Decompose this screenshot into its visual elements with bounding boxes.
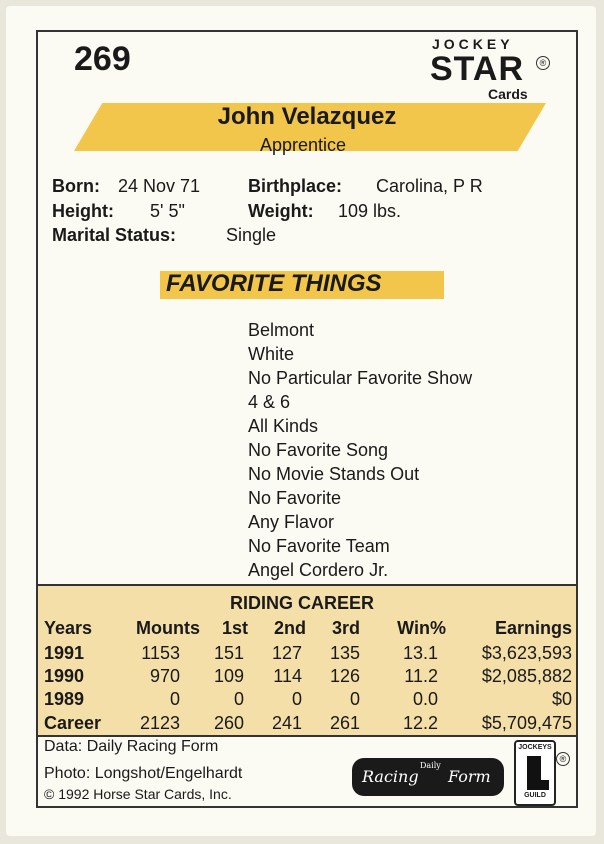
copyright: © 1992 Horse Star Cards, Inc. [44,786,232,802]
registered-mark: ® [536,56,550,70]
bio-height-value: 5' 5" [150,201,185,221]
card-number: 269 [74,40,131,78]
brand-logo-star: STAR [430,50,525,88]
bio-height-label: Height: [52,201,114,221]
jockey-name: John Velazquez [217,103,397,130]
data-credit: Data: Daily Racing Form [44,738,219,755]
racing-form-logo: Racing Daily Form [352,758,504,796]
career-row: 1989 0 0 0 0 0.0 $0 [44,689,572,709]
bio-born-value: 24 Nov 71 [118,176,201,196]
brand-logo-cards: Cards [488,86,528,102]
bio-marital-label: Marital Status: [52,225,177,245]
bio-weight-value: 109 lbs. [338,201,402,221]
jockey-status: Apprentice [260,135,347,155]
career-title: RIDING CAREER [229,593,374,613]
jockeys-guild-logo: JOCKEYS GUILD [514,740,556,806]
bio-birthplace-label: Birthplace: [248,176,343,196]
registered-mark: ® [556,752,570,766]
divider [38,735,576,737]
brand-logo-top: JOCKEY [432,36,514,52]
career-header-row: Years Mounts 1st 2nd 3rd Win% Earnings [44,618,572,638]
career-row: 1991 1153 151 127 135 13.1 $3,623,593 [44,643,572,663]
bio-weight-label: Weight: [248,201,314,221]
career-row: Career 2123 260 241 261 12.2 $5,709,475 [44,713,572,733]
favorites-title: FAVORITE THINGS [166,270,382,297]
bio-marital-value: Single [226,225,277,245]
career-row: 1990 970 109 114 126 11.2 $2,085,882 [44,666,572,686]
photo-credit: Photo: Longshot/Engelhardt [44,765,243,782]
bio-birthplace-value: Carolina, P R [376,176,483,196]
bio-born-label: Born: [52,176,100,196]
